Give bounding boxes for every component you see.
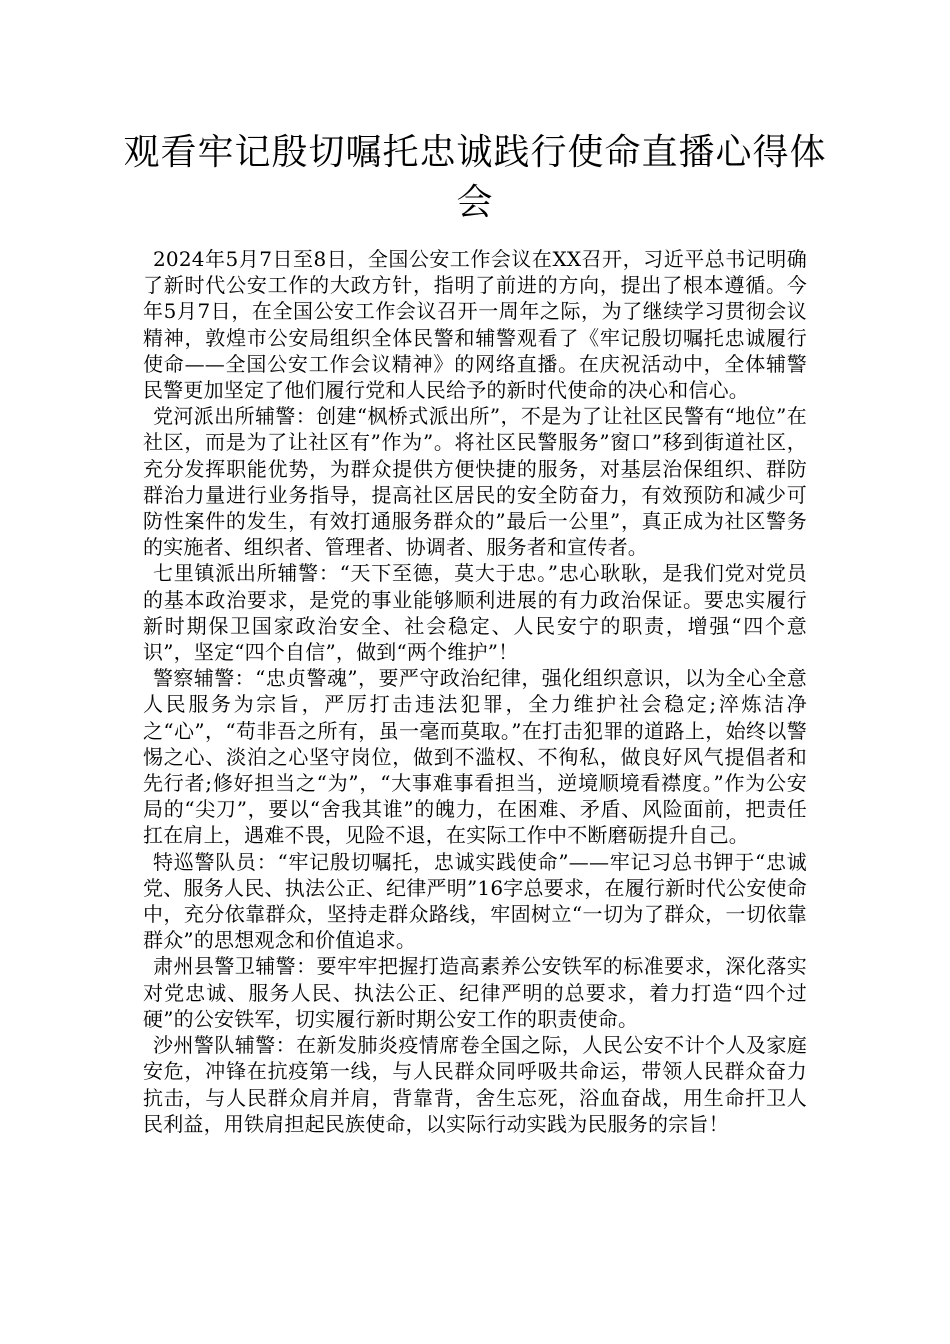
paragraph-shazhou-police: 沙州警队辅警：在新发肺炎疫情席卷全国之际，人民公安不计个人及家庭安危，冲锋在抗疫第一线，与人民群众同呼吸共命运，带领人民群众奋力抗击，与人民群众肩并肩，背靠背，舍生忘死，浴血奋战，用生命扞卫人民利益，用铁肩担起民族使命，以实际行动实践为民服务的宗旨！ — [143, 1033, 807, 1136]
paragraph-qilizhen-police: 七里镇派出所辅警：“天下至德，莫大于忠。”忠心耿耿，是我们党对党员的基本政治要求，是党的事业能够顺利进展的有力政治保证。要忠实履行新时期保卫国家政治安全、社会稳定、人民安宁的职责，增强“四个意识”，坚定“四个自信”，做到“两个维护”！ — [143, 561, 807, 665]
document-title: 观看牢记殷切嘱托忠诚践行使命直播心得体会 — [123, 132, 827, 223]
paragraph-intro: 2024年5月7日至8日，全国公安工作会议在XX召开，习近平总书记明确了新时代公安工作的大政方针，指明了前进的方向，提出了根本遵循。今年5月7日，在全国公安工作会议召开一周年之际，为了继续学习贯彻会议精神，敦煌市公安局组织全体民警和辅警观看了《牢记殷切嘱托忠诚履行使命——全国公安工作会议精神》的网络直播。在庆祝活动中，全体辅警民警更加坚定了他们履行党和人民给予的新时代使命的决心和信心。 — [143, 247, 807, 403]
paragraph-auxiliary-police: 警察辅警：“忠贞警魂”，要严守政治纪律，强化组织意识，以为全心全意人民服务为宗旨，严厉打击违法犯罪，全力维护社会稳定;淬炼洁净之“心”，“苟非吾之所有，虽一毫而莫取。”在打击犯罪的道路上，始终以警惕之心、淡泊之心坚守岗位，做到不滥权、不徇私，做良好风气提倡者和先行者;修好担当之“为”，“大事难事看担当，逆境顺境看襟度。”作为公安局的“尖刀”，要以“舍我其谁”的魄力，在困难、矛盾、风险面前，把责任扛在肩上，遇难不畏，见险不退，在实际工作中不断磨砺提升自己。 — [143, 666, 807, 848]
paragraph-special-patrol: 特巡警队员：“牢记殷切嘱托，忠诚实践使命”——牢记习总书钾于“忠诚党、服务人民、执法公正、纪律严明”16字总要求，在履行新时代公安使命中，充分依靠群众，坚持走群众路线，牢固树立“一切为了群众，一切依靠群众”的思想观念和价值追求。 — [143, 849, 807, 953]
document-body — [143, 246, 807, 1137]
paragraph-suzhou-guard: 肃州县警卫辅警：要牢牢把握打造高素养公安铁军的标准要求，深化落实对党忠诚、服务人民、执法公正、纪律严明的总要求，着力打造“四个过硬”的公安铁军，切实履行新时期公安工作的职责使命。 — [143, 954, 807, 1031]
paragraph-danghe-police: 党河派出所辅警：创建“枫桥式派出所”，不是为了让社区民警有“地位”在社区，而是为了让社区有”作为”。将社区民警服务”窗口”移到街道社区，充分发挥职能优势，为群众提供方便快捷的服务，对基层治保组织、群防群治力量进行业务指导，提高社区居民的安全防奋力，有效预防和减少可防性案件的发生，有效打通服务群众的”最后一公里”，真正成为社区警务的实施者、组织者、管理者、协调者、服务者和宣传者。 — [143, 404, 807, 560]
